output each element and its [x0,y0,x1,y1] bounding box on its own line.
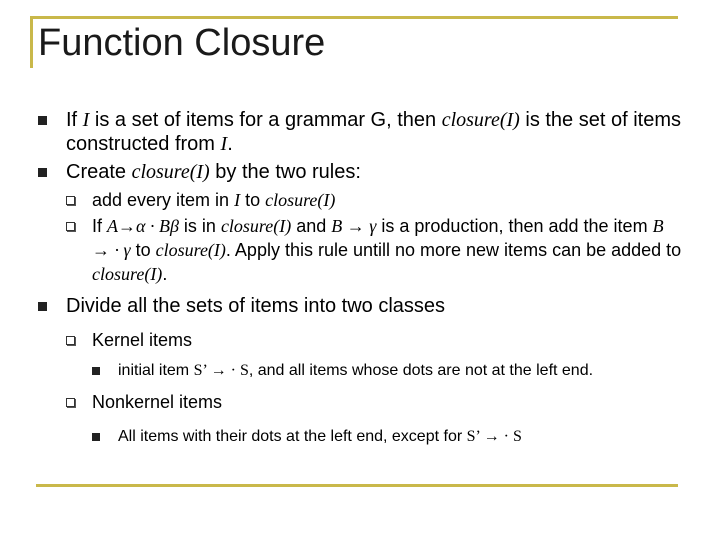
math-I: I [220,133,228,155]
bullet-definition [36,108,686,156]
text: Divide all the sets of items into two classes [66,295,446,317]
kernel-items-detail [36,360,686,382]
text: by the two rules: [209,161,361,183]
text: Create [66,161,132,183]
rule-2 [36,214,686,286]
hollow-square-bullet-icon [66,222,75,231]
nonkernel-items-heading [36,390,686,414]
text: If [92,216,108,236]
hollow-square-bullet-icon [66,336,75,345]
square-bullet-icon [92,367,100,375]
text: . [227,133,233,155]
text: is in [178,216,221,236]
math-closure: closure(I) [265,190,336,210]
text: add every item in [92,190,235,210]
math-I: I [234,190,241,210]
text: is a production, then add the item [376,216,653,236]
math-item: B → · γ [92,216,664,260]
text: to [240,190,266,210]
bullet-create [36,160,686,184]
math-I: I [82,109,90,131]
bullet-divide [36,294,686,318]
frame-bottom-rule [36,484,678,487]
text: to [130,240,156,260]
text: is a set of items for a grammar G, then [89,109,442,131]
slide-title: Function Closure [38,22,326,64]
text: . [162,264,168,284]
text: Nonkernel items [92,392,223,412]
math-closure: closure(I) [220,216,292,236]
text: If [66,109,83,131]
math-closure: closure(I) [441,109,520,131]
square-bullet-icon [38,116,47,125]
frame-top-rule [30,16,678,19]
text: All items with their dots at the left end, except for [118,428,467,445]
math-item: S’ → · S [193,362,249,379]
text: Kernel items [92,330,193,350]
kernel-items-heading [36,328,686,352]
math-production: B → γ [331,216,377,236]
text: initial item [118,362,194,379]
math-closure: closure(I) [131,161,210,183]
hollow-square-bullet-icon [66,398,75,407]
hollow-square-bullet-icon [66,196,75,205]
math-closure: closure(I) [155,240,226,260]
nonkernel-items-detail [36,426,686,448]
slide-body [36,108,686,450]
square-bullet-icon [92,433,100,441]
text: , and all items whose dots are not at the left end. [248,362,594,379]
square-bullet-icon [38,168,47,177]
math-item: A→α · Bβ [107,216,179,236]
text: is the set of items constructed from [66,109,681,155]
text: . Apply this rule untill no more new items can be added to [225,240,682,260]
rule-1 [36,188,686,212]
spacer [36,416,686,426]
text: and [291,216,332,236]
square-bullet-icon [38,302,47,311]
math-item: S’ → · S [466,428,522,445]
math-closure: closure(I) [92,264,163,284]
frame-left-rule [30,16,33,68]
